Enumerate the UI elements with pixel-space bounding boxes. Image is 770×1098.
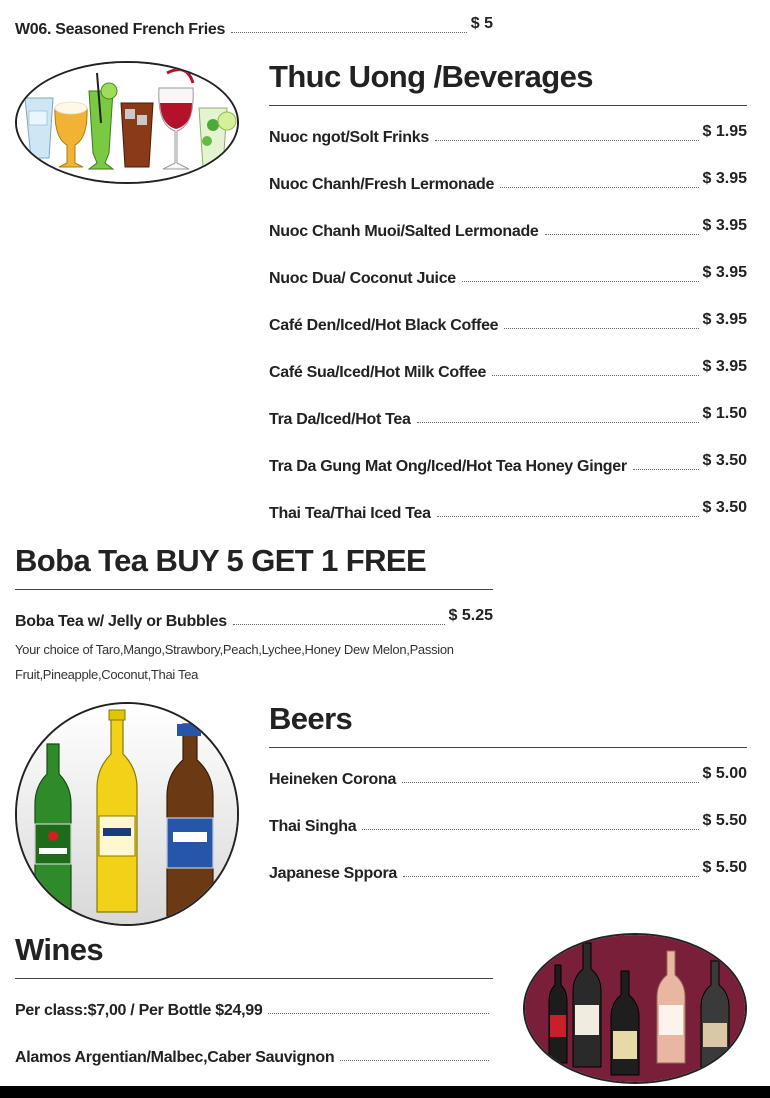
- item-price: $ 3.50: [702, 452, 747, 469]
- item-price: $ 5.00: [702, 765, 747, 782]
- item-price: $ 1.95: [702, 123, 747, 140]
- section-title-beverages: Thuc Uong /Beverages: [269, 59, 593, 94]
- menu-item: [269, 454, 747, 476]
- menu-item: [269, 313, 747, 335]
- section-divider: [269, 747, 747, 748]
- item-name: Café Sua/Iced/Hot Milk Coffee: [269, 364, 487, 381]
- item-name: Nuoc ngot/Solt Frinks: [269, 129, 429, 146]
- wine-bottles-photo: [523, 933, 747, 1084]
- section-divider: [15, 978, 493, 979]
- item-name: Nuoc Dua/ Coconut Juice: [269, 270, 456, 287]
- dot-leader: [403, 876, 699, 877]
- item-name: Thai Singha: [269, 818, 357, 835]
- dot-leader: [545, 234, 699, 235]
- menu-item: [269, 407, 747, 429]
- dot-leader: [504, 328, 698, 329]
- item-name: Café Den/Iced/Hot Black Coffee: [269, 317, 499, 334]
- menu-item: [269, 360, 747, 382]
- dot-leader: [362, 829, 698, 830]
- item-price: $ 5.50: [702, 859, 747, 876]
- item-name: Alamos Argentian/Malbec,Caber Sauvignon: [15, 1049, 335, 1066]
- item-name: Nuoc Chanh/Fresh Lermonade: [269, 176, 495, 193]
- dot-leader: [633, 469, 699, 470]
- menu-item: [269, 172, 747, 194]
- item-name: Japanese Sppora: [269, 865, 398, 882]
- menu-item: [269, 501, 747, 523]
- dot-leader: [435, 140, 699, 141]
- item-name: Boba Tea w/ Jelly or Bubbles: [15, 613, 227, 630]
- menu-item-wine: [15, 1045, 493, 1067]
- dot-leader: [340, 1060, 489, 1061]
- dot-leader: [492, 375, 698, 376]
- menu-item: [269, 125, 747, 147]
- dot-leader: [437, 516, 699, 517]
- beverage-glasses-photo: [15, 61, 239, 184]
- item-price: $ 5: [470, 15, 493, 32]
- item-name: Heineken Corona: [269, 771, 397, 788]
- item-name: Tra Da Gung Mat Ong/Iced/Hot Tea Honey Ginger: [269, 458, 627, 475]
- item-price: $ 3.95: [702, 170, 747, 187]
- menu-item-wine-price: [15, 998, 493, 1020]
- item-price: $ 3.95: [702, 311, 747, 328]
- section-divider: [15, 589, 493, 590]
- item-name: Per class:$7,00 / Per Bottle $24,99: [15, 1002, 263, 1019]
- menu-item: [269, 814, 747, 836]
- item-price: $ 3.95: [702, 358, 747, 375]
- beer-bottles-photo: [15, 702, 239, 926]
- menu-item-french-fries: [15, 17, 493, 39]
- beer-bottles-icon: [17, 704, 237, 924]
- menu-item: [269, 266, 747, 288]
- dot-leader: [462, 281, 699, 282]
- section-title-boba: Boba Tea BUY 5 GET 1 FREE: [15, 543, 427, 578]
- boba-flavor-description: Your choice of Taro,Mango,Strawbory,Peach,Lychee,Honey Dew Melon,Passion Fruit,Pineapple,Coconut,Thai Tea: [15, 642, 454, 682]
- menu-item: [269, 767, 747, 789]
- menu-item: [269, 861, 747, 883]
- section-divider: [269, 105, 747, 106]
- wine-bottles-icon: [525, 935, 745, 1082]
- dot-leader: [268, 1013, 489, 1014]
- section-title-wines: Wines: [15, 932, 104, 967]
- item-price: $ 3.95: [702, 264, 747, 281]
- item-price: $ 3.95: [702, 217, 747, 234]
- item-name: W06. Seasoned French Fries: [15, 21, 226, 38]
- item-price: $ 5.50: [702, 812, 747, 829]
- menu-item-boba-tea: [15, 609, 493, 631]
- dot-leader: [231, 32, 467, 33]
- item-name: Thai Tea/Thai Iced Tea: [269, 505, 431, 522]
- item-price: $ 5.25: [448, 607, 493, 624]
- beverage-glasses-icon: [17, 63, 237, 182]
- dot-leader: [402, 782, 698, 783]
- dot-leader: [417, 422, 699, 423]
- item-name: Tra Da/Iced/Hot Tea: [269, 411, 411, 428]
- bottom-border-bar: [0, 1086, 770, 1098]
- dot-leader: [500, 187, 698, 188]
- item-name: Nuoc Chanh Muoi/Salted Lermonade: [269, 223, 539, 240]
- item-price: $ 1.50: [702, 405, 747, 422]
- item-price: $ 3.50: [702, 499, 747, 516]
- section-title-beers: Beers: [269, 701, 353, 736]
- menu-item: [269, 219, 747, 241]
- dot-leader: [233, 624, 445, 625]
